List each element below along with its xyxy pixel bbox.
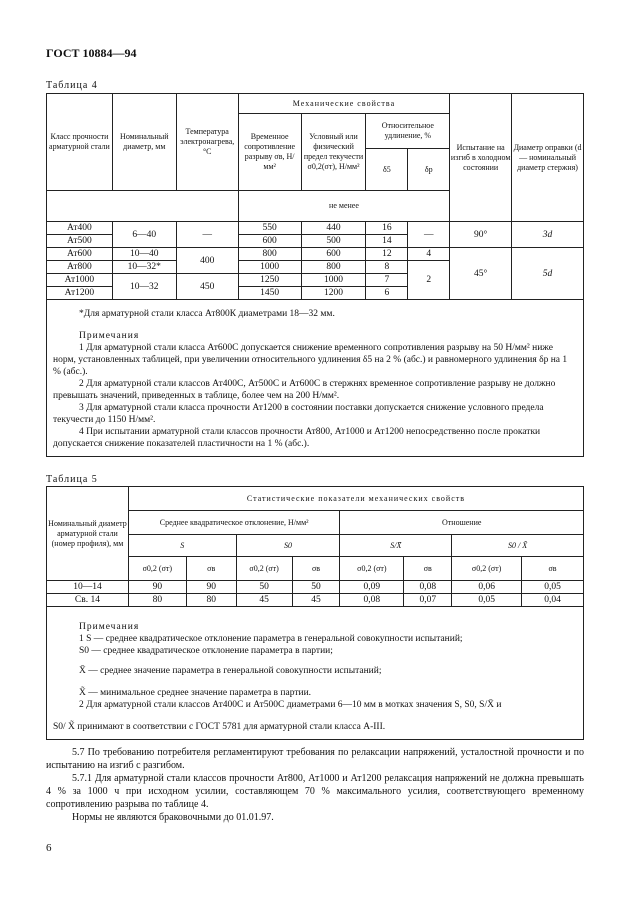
t4-mandrel: 3d — [512, 222, 584, 248]
t4-class: Ат1000 — [47, 274, 113, 287]
table-row — [47, 594, 584, 607]
t4-dp: 2 — [408, 261, 450, 300]
t4-d5: 8 — [366, 261, 408, 274]
t5-note: 2 Для арматурной стали классов Ат400С и Ат500С диаметрами 6—10 мм в мотках значения S, S0, S/X̄ и — [79, 700, 502, 710]
t4-d5: 7 — [366, 274, 408, 287]
t5-h-sub: σв — [404, 557, 452, 581]
t4-diam: 10—32 — [112, 274, 176, 300]
t5-cell: 80 — [128, 594, 186, 607]
t5-h-stats: Статистические показатели механических свойств — [128, 487, 583, 511]
t4-class: Ат800 — [47, 261, 113, 274]
t4-mandrel: 5d — [512, 248, 584, 300]
t4-h-elong: Относительное удлинение, % — [366, 114, 449, 149]
table4-caption: Таблица 4 — [46, 80, 98, 91]
t5-h-S0: S0 — [236, 535, 340, 557]
t5-cell: 0,09 — [340, 581, 404, 594]
t4-h-mandrel: Диаметр оправки (d — номинальный диаметр стержня) — [512, 94, 584, 222]
t4-dp: 4 — [408, 248, 450, 261]
paragraph: 5.7 По требованию потребителя регламентируют требования по релаксации напряжений, усталостной прочности и по испытанию на изгиб с разгибом. — [46, 747, 584, 771]
t4-h-tensile: Временное сопротивление разрыву σв, Н/мм² — [238, 114, 301, 191]
paragraph: 5.7.1 Для арматурной стали классов прочности Ат800, Ат1000 и Ат1200 релаксация напряжений не должна превышать 4 % за 1000 ч при исходном усилии, составляющем 70 % максимального усилия, соответствующего временному сопротивлению разрыва по таблице 4. — [46, 773, 584, 810]
t4-temp: 400 — [176, 248, 238, 274]
t5-cell: 45 — [236, 594, 292, 607]
t4-h-diameter: Номинальный диаметр, мм — [112, 94, 176, 191]
t5-cell: Св. 14 — [47, 594, 129, 607]
t4-tensile: 1000 — [238, 261, 301, 274]
t5-h-sub: σв — [522, 557, 584, 581]
t4-h-bend: Испытание на изгиб в холодном состоянии — [450, 94, 512, 222]
t4-note: 3 Для арматурной стали класса прочности Ат1200 в состоянии поставки допускается снижение условного предела текучести до 1150 Н/мм². — [53, 403, 544, 425]
t5-h-SX: S/X̄ — [340, 535, 452, 557]
t4-yield: 440 — [301, 222, 366, 235]
t5-h-sqdev: Среднее квадратическое отклонение, Н/мм² — [128, 511, 340, 535]
t4-class: Ат500 — [47, 235, 113, 248]
t5-cell: 0,08 — [340, 594, 404, 607]
t4-class: Ат600 — [47, 248, 113, 261]
t4-yield: 1000 — [301, 274, 366, 287]
t5-h-sub: σв — [292, 557, 340, 581]
t4-class: Ат1200 — [47, 287, 113, 300]
paragraph: Нормы не являются браковочными до 01.01.97. — [72, 812, 274, 823]
t4-h-dp: δр — [424, 164, 433, 174]
t4-yield: 600 — [301, 248, 366, 261]
t5-h-S: S — [128, 535, 236, 557]
t4-class: Ат400 — [47, 222, 113, 235]
t4-tensile: 600 — [238, 235, 301, 248]
table5-caption: Таблица 5 — [46, 474, 98, 485]
t5-cell: 0,08 — [404, 581, 452, 594]
t5-cell: 50 — [236, 581, 292, 594]
t5-notes-box — [47, 607, 584, 740]
t4-dp: — — [408, 222, 450, 248]
t4-bend: 45° — [450, 248, 512, 300]
t4-yield: 500 — [301, 235, 366, 248]
t4-yield: 800 — [301, 261, 366, 274]
t4-note: 2 Для арматурной стали классов Ат400С, Ат500С и Ат600С в стержнях временное сопротивление разрыву не должно превышать значений, приведенных в таблице, более чем на 200 Н/мм². — [53, 379, 556, 401]
t4-d5: 6 — [366, 287, 408, 300]
t5-h-sub: σв — [186, 557, 236, 581]
t4-h-d5: δ5 — [366, 149, 408, 190]
t5-note: X̄ — среднее значение параметра в генеральной совокупности испытаний; — [79, 666, 382, 676]
t5-h-S0X: S0 / X̃ — [452, 535, 584, 557]
body-text — [46, 746, 584, 824]
t5-cell: 90 — [128, 581, 186, 594]
table-row — [47, 581, 584, 594]
t4-tensile: 1450 — [238, 287, 301, 300]
t4-tensile: 550 — [238, 222, 301, 235]
t4-diam: 6—40 — [112, 222, 176, 248]
document-header: ГОСТ 10884—94 — [46, 46, 137, 60]
t5-h-sub: σ0,2 (σт) — [236, 557, 292, 581]
table5 — [46, 486, 584, 740]
t5-cell: 50 — [292, 581, 340, 594]
t5-h-ratio: Отношение — [340, 511, 584, 535]
t4-diam: 10—40 — [112, 248, 176, 261]
t4-d5: 16 — [366, 222, 408, 235]
t4-temp: 450 — [176, 274, 238, 300]
t5-note: S0/ X̃ принимают в соответствии с ГОСТ 5781 для арматурной стали класса А-III. — [53, 722, 386, 732]
t4-notes-title: Примечания — [79, 331, 140, 341]
t4-d5: 14 — [366, 235, 408, 248]
t4-h-yield: Условный или физический предел текучести σ0,2(σт), Н/мм² — [301, 114, 366, 191]
t5-cell: 0,07 — [404, 594, 452, 607]
t5-note: 1 S — среднее квадратическое отклонение параметра в генеральной совокупности испытаний; — [79, 634, 463, 644]
t4-note: 4 При испытании арматурной стали классов прочности Ат800, Ат1000 и Ат1200 непосредственно после прокатки допускается снижение показателей пластичности на 1 % (абс.). — [53, 427, 541, 449]
t5-note: S0 — среднее квадратическое отклонение параметра в партии; — [79, 646, 333, 656]
t5-cell: 90 — [186, 581, 236, 594]
t4-note: 1 Для арматурной стали класса Ат600С допускается снижение временного сопротивления разрыву на 50 Н/мм² ниже норм, установленных таблицей, при увеличении относительного удлинения δ5 на 2 % (абс.) и равномерного удлинения δр на 1 % (абс.). — [53, 343, 568, 377]
t5-cell: 0,04 — [522, 594, 584, 607]
t4-d5: 12 — [366, 248, 408, 261]
t5-notes-title: Примечания — [79, 622, 140, 632]
t5-h-sub: σ0,2 (σт) — [128, 557, 186, 581]
t5-h-diameter: Номинальный диаметр арматурной стали (номер профиля), мм — [47, 487, 129, 581]
t5-cell: 45 — [292, 594, 340, 607]
t5-cell: 80 — [186, 594, 236, 607]
t5-cell: 0,05 — [522, 581, 584, 594]
t4-h-class: Класс прочности арматурной стали — [47, 94, 113, 191]
t5-cell: 10—14 — [47, 581, 129, 594]
t4-h-mech: Механические свойства — [238, 94, 450, 114]
t4-h-blank — [47, 191, 239, 222]
t5-cell: 0,06 — [452, 581, 522, 594]
t4-temp: — — [176, 222, 238, 248]
t4-h-min: не менее — [238, 191, 450, 222]
t4-yield: 1200 — [301, 287, 366, 300]
t4-h-temperature: Температура электронагрева, °С — [176, 94, 238, 191]
t4-tensile: 1250 — [238, 274, 301, 287]
t4-h-elong-group — [366, 114, 450, 191]
t4-tensile: 800 — [238, 248, 301, 261]
t4-diam: 10—32* — [112, 261, 176, 274]
table4 — [46, 93, 584, 457]
t4-footnote: *Для арматурной стали класса Ат800К диаметрами 18—32 мм. — [79, 309, 335, 319]
t4-notes-box — [47, 300, 584, 457]
page-number: 6 — [46, 842, 52, 854]
t4-bend: 90° — [450, 222, 512, 248]
t5-note: X̃ — минимальное среднее значение параметра в партии. — [79, 688, 312, 698]
t5-h-sub: σ0,2 (σт) — [452, 557, 522, 581]
t5-cell: 0,05 — [452, 594, 522, 607]
t5-h-sub: σ0,2 (σт) — [340, 557, 404, 581]
